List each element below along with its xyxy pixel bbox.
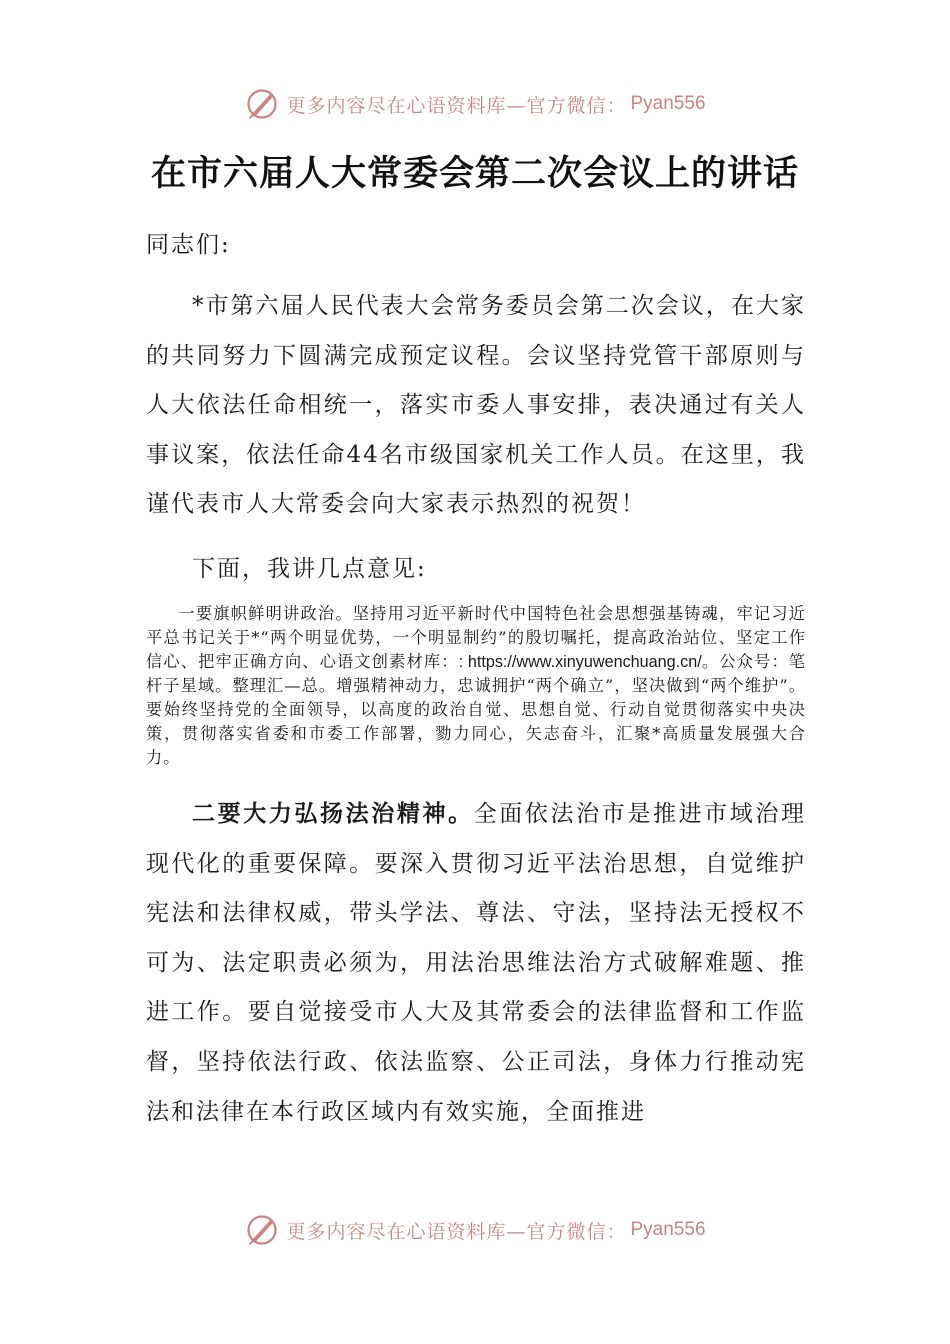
paragraph-small: [146, 602, 806, 770]
header-watermark: [0, 84, 950, 124]
greeting: 同志们:: [146, 232, 231, 258]
watermark-handle: Pyan556: [630, 93, 706, 114]
small-text-b: 。公众号：笔杆子星域。整理汇—总。增强精神动力，忠诚拥护“两个确立”，坚决做到“两个维护”。要始终坚持党的全面领导，以高度的政治自觉、思想自觉、行动自觉贯彻落实中央决策，贯彻落实省委和市委工作部署，勠力同心，矢志奋斗，汇聚*高质量发展强大合力。: [146, 652, 806, 767]
watermark-text: 更多内容尽在心语资料库—官方微信：: [286, 94, 627, 117]
paragraph-3-body: 全面依法治市是推进市域治理现代化的重要保障。要深入贯彻习近平法治思想，自觉维护宪法和法律权威，带头学法、尊法、守法，坚持法无授权不可为、法定职责必须为，用法治思维法治方式破解难题、推进工作。要自觉接受市人大及其常委会的法律监督和工作监督，坚持依法行政、依法监察、公正司法，身体力行推动宪法和法律在本行政区域内有效实施，全面推进: [146, 801, 807, 1125]
quill-logo-icon: [244, 86, 280, 122]
section-heading: 二要大力弘扬法治精神。: [192, 801, 474, 827]
paragraph-1: *市第六届人民代表大会常务委员会第二次会议，在大家的共同努力下圆满完成预定议程。会议坚持党管干部原则与人大依法任命相统一，落实市委人事安排，表决通过有关人事议案，依法任命44名市级国家机关工作人员。在这里，我谨代表市人大常委会向大家表示热烈的祝贺！: [146, 293, 806, 518]
paragraph-2: 下面，我讲几点意见:: [192, 556, 427, 582]
quill-logo-icon: [244, 1212, 280, 1248]
watermark-handle: Pyan556: [630, 1219, 706, 1240]
source-link[interactable]: : https://www.xinyuwenchuang.cn/: [458, 653, 702, 671]
watermark-text: 更多内容尽在心语资料库—官方微信：: [286, 1220, 627, 1243]
document-title: 在市六届人大常委会第二次会议上的讲话: [150, 153, 799, 194]
small-text-a: 一要旗帜鲜明讲政治。坚持用习近平新时代中国特色社会思想强基铸魂，牢记习近平总书记关于*“两个明显优势，一个明显制约”的殷切嘱托，提高政治站位、坚定工作信心、把牢正确方向、心语文创素材库：: [146, 604, 806, 671]
paragraph-3: [146, 790, 806, 1137]
footer-watermark: [0, 1210, 950, 1250]
